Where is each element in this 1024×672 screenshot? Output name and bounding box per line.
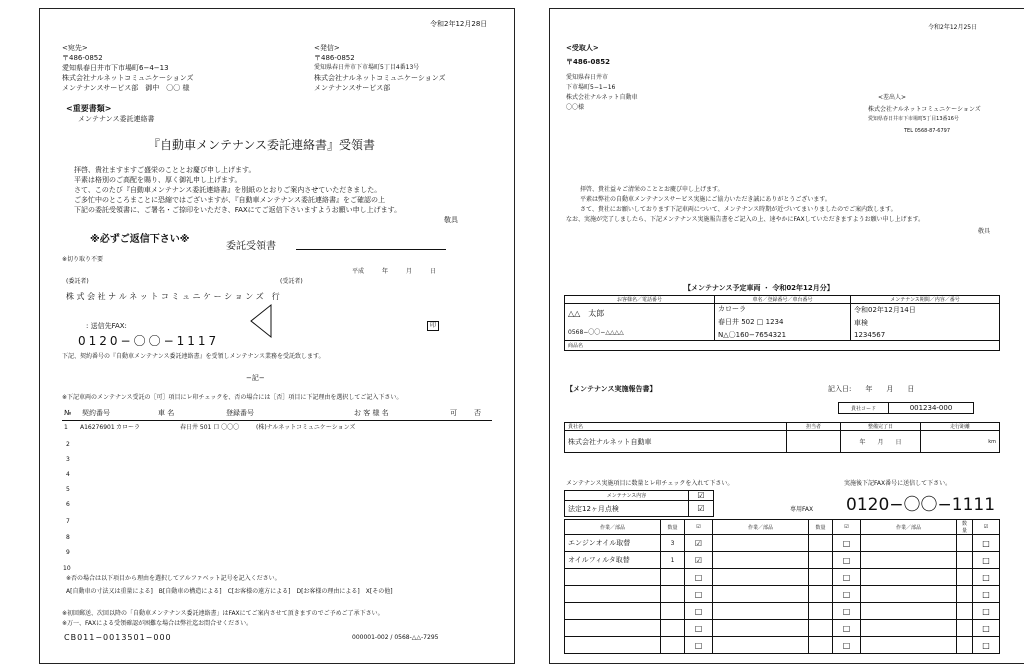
date-fields: 平成 年 月 日 — [352, 268, 437, 275]
consignor-value: 株 式 会 社 ナ ル ネ ッ ト コ ミ ュ ニ ケ ー シ ョ ン ズ 行 — [66, 292, 280, 301]
date: 令和2年12月28日 — [430, 20, 488, 28]
checkbox[interactable]: □ — [833, 552, 861, 569]
checkbox[interactable]: □ — [833, 535, 861, 552]
checkbox[interactable]: □ — [685, 569, 713, 586]
table-row: エンジンオイル取替 3 ☑ □ □ — [565, 535, 1000, 552]
checkbox[interactable]: □ — [685, 637, 713, 654]
fax-label: 専用FAX — [790, 506, 814, 513]
checkbox[interactable]: □ — [973, 535, 1000, 552]
cut-note: ※切り取り不要 — [62, 256, 104, 263]
checkbox[interactable]: □ — [833, 569, 861, 586]
footer-right: 000001-002 / 0568-△△-7295 — [352, 634, 439, 641]
checkbox[interactable]: □ — [685, 603, 713, 620]
car-cell: カローラ 春日井 502 □ 1234 N△〇160−7654321 — [715, 304, 851, 341]
date: 令和2年12月25日 — [928, 24, 978, 31]
maint-table: メンテナンス内容 ☑ 法定12ヶ月点検 ☑ — [564, 490, 714, 517]
period-cell: 令和02年12月14日 車検 1234567 — [851, 304, 1000, 341]
receipt-title: 委託受領書 — [226, 241, 276, 252]
checkbox[interactable]: □ — [833, 586, 861, 603]
to-label: <宛先> — [62, 44, 88, 52]
recipient-zip: 〒486-0852 — [566, 58, 610, 66]
reason-note: ※否の場合は以下項目から理由を選択してアルファベット記号を記入ください。 — [66, 575, 281, 582]
notice-page: 令和2年12月25日 <受取人> 〒486-0852 愛知県春日井市 下市場町5−1−16 株式会社ナルネット自動車 〇〇様 <差出人> 株式会社ナルネットコミュニケーションズ 愛知県春日井市下市場町5丁目13番16号 TEL 0568-87-6797 拝啓、貴社益々ご清栄のこととお慶び申し上げます。 平素は弊社の自動車メンテナンスサービス実施にご協力いただき誠にありがとうございます。 さて、貴社にお願いしております下記車両について、メンテナンス時期が近づいてまいりましたのでご案内致します。 なお、実施が完了しましたら、下記メンテナンス実施報告書をご記入の上、速やかにFAXしていただきますようお願い申し上げます。 敬具 【メンテナンス予定車両 ・ 令和02年12月分】 お客様名／電話番号 車名／登録番号／車台番号 メンテナンス期間／内容／番号 △△ 太郎 0568−〇〇−△△△△ カローラ 春日井 502 □ 1234 N△〇160−7654321 令和02年12月14日 車検 1234567 商品名 【メンテナンス実施報告書】 記入日: 年 月 日 貴社コード 001234-000 貴社名 担当者 整備完了日 走行距離 株式会社ナルネット自動車 年 月 日 km メンテナンス実施項目に数量とレ印チェックを入れて下さい。 実施後下記FAX番号に送信して下さい。 メンテナンス内容 ☑ 法定12ヶ月点検 ☑ 専用FAX 0120−〇〇−1111 作業／部品 数量 ☑ 作業／部品 数量 ☑ 作業／部品 数量 ☑ エンジンオイル取替 3 ☑ □ □ オイルフィルタ取替 1 ☑ □ □ □ □ □ □ □ □ □ □ □ □ □ □ □ □ □ — [549, 8, 1024, 664]
note-2: ※万一、FAXによる受領確認が困難な場合は弊社迄お問合せください。 — [62, 620, 253, 627]
table-row — [565, 620, 1000, 637]
items-table: 作業／部品 数量 ☑ 作業／部品 数量 ☑ 作業／部品 数量 ☑ エンジンオイル取替 3 ☑ □ □ オイルフィルタ取替 1 ☑ □ □ □ □ □ □ □ □ □ □ □ □ □ □ □ □ □ — [564, 519, 1000, 654]
customer-cell: △△ 太郎 0568−〇〇−△△△△ — [565, 304, 715, 341]
checkbox[interactable]: □ — [973, 603, 1000, 620]
closing: 敬具 — [978, 228, 991, 235]
page-title: 『自動車メンテナンス委託連絡書』受領書 — [148, 138, 376, 152]
check-note: メンテナンス実施項目に数量とレ印チェックを入れて下さい。 — [566, 480, 734, 487]
recipient-label: <受取人> — [566, 44, 599, 52]
record-heading: −記− — [246, 374, 265, 382]
arrow-triangle-icon — [249, 303, 273, 339]
table-row — [565, 569, 1000, 586]
fax-note: 実施後下記FAX番号に送信して下さい。 — [844, 480, 952, 487]
reason-list: A[自動車の寸法又は重量による] B[自動車の構造による] C[お客様の遠方による] D[お客様の理由による] X[その他] — [66, 588, 393, 595]
receipt-page: 令和2年12月28日 <宛先> 〒486-0852 愛知県春日井市下市場町6−4−13 株式会社ナルネットコミュニケーションズ メンテナンスサービス部 御中 〇〇 様 <発信> 〒486-0852 愛知県春日井市下市場町5丁目4番13号 株式会社ナルネットコミュニケーションズ メンテナンスサービス部 <重要書類> メンテナンス委託連絡書 『自動車メンテナンス委託連絡書』受領書 拝啓、貴社ますますご盛栄のこととお慶び申し上げます。 平素は格別のご高配を賜り、厚く御礼申し上げます。 さて、このたび『自動車メンテナンス委託連絡書』を別紙のとおりご案内させていただきました。 ご多忙中のところまことに恐縮ではございますが、『自動車メンテナンス委託連絡書』をご確認の上 下記の委託受領書に、ご署名・ご捺印をいただき、FAXにてご返信下さいますようお願い申し上げます。 敬具 ※必ずご返信下さい※ 委託受領書 ※切り取り不要 平成 年 月 日 (委託者) (受託者) 株 式 会 社 ナ ル ネ ッ ト コ ミ ュ ニ ケ ー シ ョ ン ズ 行 : 送信先FAX: 0120−〇〇−1117 印 下記、契約番号の『自動車メンテナンス委託連絡書』を受領しメンテナンス業務を受託致します。 −記− ※下記車両のメンテナンス受託の［可］項目にレ印チェックを、否の場合には［否］項目に下記理由を選択してご記入下さい。 № 契約番号 車 名 登録番号 お 客 様 名 可 否 1 A16276901 カローラ 春日井 501 口 〇〇〇 (株)ナルネットコミュニケーションズ 2 3 4 5 6 7 8 9 10 ※否の場合は以下項目から理由を選択してアルファベット記号を記入ください。 A[自動車の寸法又は重量による] B[自動車の構造による] C[お客様の遠方による] D[お客様の理由による] X[その他] ※初回郵送、次回以降の「自動車メンテナンス委託連絡書」はFAXにてご案内させて頂きますのでご予めご了承下さい。 ※万一、FAXによる受領確認が困難な場合は弊社迄お問合せください。 CB011−0013501−000 000001-002 / 0568-△△-7295 — [39, 8, 515, 664]
checkbox[interactable]: □ — [973, 620, 1000, 637]
report-title: 【メンテナンス実施報告書】 — [566, 385, 657, 393]
doc-type-value: メンテナンス委託連絡書 — [78, 115, 155, 123]
table-row: オイルフィルタ取替 1 ☑ □ □ — [565, 552, 1000, 569]
closing: 敬具 — [444, 216, 458, 224]
from-label: <発信> — [314, 44, 340, 52]
instruction: ※下記車両のメンテナンス受託の［可］項目にレ印チェックを、否の場合には［否］項目に下記理由を選択してご記入下さい。 — [62, 394, 403, 401]
checkbox[interactable]: □ — [973, 637, 1000, 654]
code-box: 貴社コード 001234-000 — [838, 402, 974, 414]
list-header: № 契約番号 車 名 登録番号 お 客 様 名 可 否 — [64, 409, 481, 417]
sender-label: <差出人> — [878, 94, 907, 101]
schedule-table: お客様名／電話番号 車名／登録番号／車台番号 メンテナンス期間／内容／番号 △△ 太郎 0568−〇〇−△△△△ カローラ 春日井 502 □ 1234 N△〇160−7654321 令和02年12月14日 車検 1234567 商品名 — [564, 295, 1000, 351]
footer-code: CB011−0013501−000 — [64, 633, 172, 642]
report-table: 貴社名 担当者 整備完了日 走行距離 株式会社ナルネット自動車 年 月 日 km — [564, 422, 1000, 453]
doc-type-label: <重要書類> — [66, 104, 112, 113]
fax-number: 0120−〇〇−1117 — [78, 334, 220, 348]
stamp-box: 印 — [427, 321, 439, 331]
checkbox[interactable]: □ — [973, 552, 1000, 569]
checkbox[interactable]: □ — [833, 637, 861, 654]
legal-check[interactable]: ☑ — [689, 501, 714, 517]
checkbox[interactable]: □ — [685, 620, 713, 637]
header-rule — [62, 420, 492, 421]
consignor-label: (委託者) — [66, 278, 89, 285]
checkbox[interactable]: ☑ — [685, 552, 713, 569]
checkbox[interactable]: ☑ — [685, 535, 713, 552]
note-1: ※初回郵送、次回以降の「自動車メンテナンス委託連絡書」はFAXにてご案内させて頂きますのでご予めご了承下さい。 — [62, 610, 384, 617]
checkbox[interactable]: □ — [685, 586, 713, 603]
checkbox[interactable]: □ — [833, 603, 861, 620]
receiver-label: (受託者) — [280, 278, 303, 285]
table-row — [565, 603, 1000, 620]
checkbox[interactable]: □ — [973, 569, 1000, 586]
must-reply: ※必ずご返信下さい※ — [90, 234, 190, 245]
table-row — [565, 586, 1000, 603]
accept-text: 下記、契約番号の『自動車メンテナンス委託連絡書』を受領しメンテナンス業務を受託致します。 — [62, 353, 325, 360]
fax-label: : 送信先FAX: — [86, 322, 127, 330]
checkbox[interactable]: □ — [973, 586, 1000, 603]
fax-number: 0120−〇〇−1111 — [846, 495, 996, 515]
checkbox[interactable]: □ — [833, 620, 861, 637]
title-rule — [296, 249, 446, 250]
entry-date: 記入日: 年 月 日 — [828, 385, 915, 393]
table-row — [565, 637, 1000, 654]
schedule-title: 【メンテナンス予定車両 ・ 令和02年12月分】 — [684, 284, 834, 292]
